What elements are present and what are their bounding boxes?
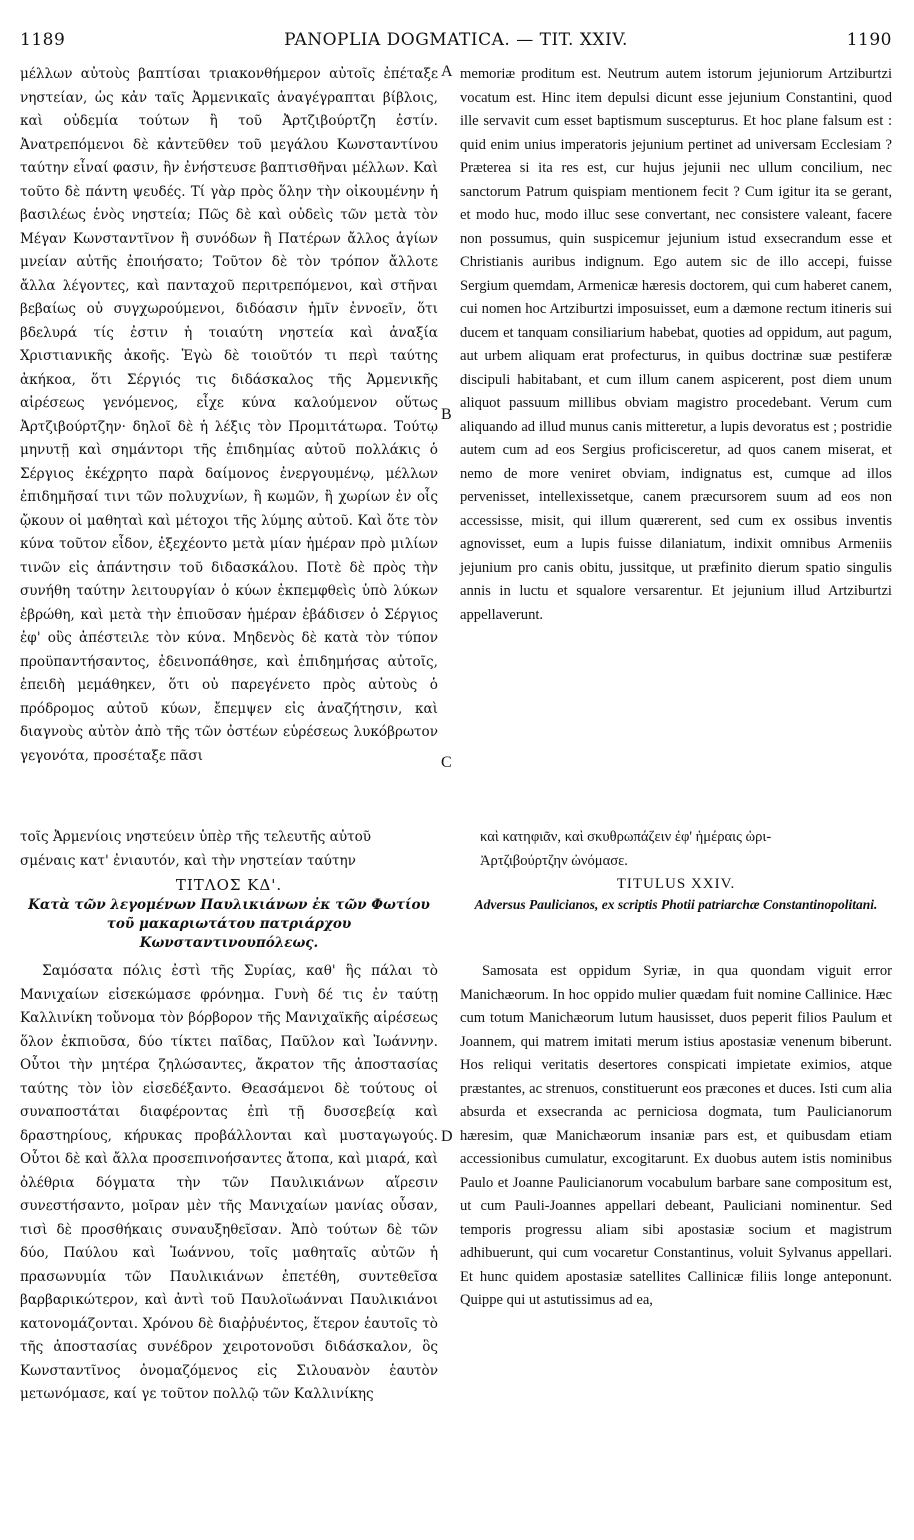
section-subtitle-greek: Κατὰ τῶν λεγομένων Παυλικιάνων ἐκ τῶν Φωτίου τοῦ μακαριωτάτου πατριάρχου Κωνσταντινουπόλεως. [28,897,430,951]
greek-column-body [20,960,438,1407]
bridge-line-1-right: καὶ κατηφιᾶν, καὶ σκυθρωπάζειν ἐφ' ἡμέραις ὡρι- [480,829,772,845]
page-number-right: 1190 [846,30,892,50]
latin-paragraph: memoriæ proditum est. Neutrum autem istorum jejuniorum Artziburtzi vocatum est. Hinc item depulsi dicunt esse jejunium Constantini, quod ille servavit cum esset baptismum suscepturus. Et hoc plane falsum est : quid enim unius imperatoris jejunium pertinet ad universam Ecclesiam ? Præterea si ita res est, cur hujus jejunii nec ullum concilium, nec sanctorum Patrum quispiam mentionem fecit ? Cum igitur ita se gerant, et modo huc, modo illuc sese convertant, nec consistere valeant, facere non possumus, quin suspicemur jejunium istud exsecrandum esse et Christianis auribus indignum. Ego autem sic de illo accepi, fuisse Sergium quemdam, Armenicæ hæresis doctorem, qui cum haberet canem, cui nomen hoc Artziburtzi imposuisset, eum a dæmone rectum itineris sui ducem et tanquam consiliarium habebat, quoties ad oppidum, aut pagum, aut urbem aliquam erat profecturus, in quibus doctrinæ suæ pestiferæ discipuli habitabant, et cum illum canem aspicerent, post diem unum aliquot passuum millibus obviam magistro procedebant. Verum cum aliquando ad illud munus canis mitteretur, a lupis devoratus est ; postridie autem cum ad eos Sergius proficisceretur, ad quos canem miserat, et nemo de more veniret obviam, indignatus est, cumque ad illos pervenisset, intellexissetque, canem præcursorem suum ad eos non accessisse, misit, qui illum quærerent, sed cum ex ossibus inventis agnovisset, eum a lupis fuisse dilaniatum, indixit omnibus Armeniis jejunium pro canis obitu, jussitque, ut præfinito dierum spatio singulis annis in luctu et squalore versarentur. Et jejunium illud Artziburtzi appellaverunt. [460,66,892,623]
greek-paragraph: μέλλων αὐτοὺς βαπτίσαι τριακονθήμερον αὐτοῖς ἐπέταξε νηστείαν, ὡς κἀν ταῖς Ἀρμενικαῖς ἀναγέγραπται βίβλοις, καὶ οὐδεμία τούτων ἢ τοῦ Ἀρτζιβούρτζη ἐστίν. Ἀνατρεπόμενοι δὲ κἀντεῦθεν τοῦ μεγάλου Κωνσταντίνου ταύτην εἶναί φασιν, ἣν ἐνήστευσε βαπτισθῆναι μέλλων. Καὶ τοῦτο δὲ πάντη ψευδές. Τί γὰρ πρὸς ὅλην τὴν οἰκουμένην ἡ βασιλέως ἑνὸς νηστεία; Πῶς δὲ καὶ οὐδεὶς τῶν μετὰ τὸν Μέγαν Κωνσταντῖνον ἢ συνόδων ἢ Πατέρων ἄλλος ἁγίων μνείαν αὐτῆς ἐποιήσατο; Τοῦτον δὲ τὸν τρόπον ἄλλοτε ἄλλα λέγοντες, καὶ πανταχοῦ περιτρεπόμενοι, καὶ στῆναι βεβαίως οὐ συγχωρούμενοι, διδόασιν ἡμῖν ἐννοεῖν, ὅτι βδελυρά τίς ἐστιν ἡ τοιαύτη νηστεία καὶ ἀναξία Χριστιανικῆς ἀκοῆς. Ἐγὼ δὲ τοιοῦτόν τι περὶ ταύτης ἀκήκοα, ὅτι Σέργιός τις διδάσκαλος τῆς Ἀρμενικῆς αἱρέσεως γενόμενος, εἶχε κύνα καλούμενον οὕτως Ἀρτζιβούρτζην· δηλοῖ δὲ ἡ λέξις τὸν Προμιτάτωρα. Τούτῳ μηνυτῇ καὶ σημάντορι τῆς ἐπιδημίας αὐτοῦ πολλάκις ὁ Σέργιος ἐκέχρητο παρὰ δαίμονος ἐνεργουμένῳ, μέλλων ἐπιδημῆσαί τινι τῶν πολυχνίων, ἢ κωμῶν, ἢ χωρίων ἐν οἷς ᾤκουν οἱ μαθηταὶ καὶ μέτοχοι τῆς λύμης αὐτοῦ. Καὶ ὅτε τὸν κύνα τοῦτον εἶδον, ἐξεχέοντο μετὰ μίαν ἡμέραν πρὸ μιλίων τινῶν εἰς ἀπάντησιν τοῦ διδασκάλου. Ποτὲ δὲ πρὸς τὴν συνήθη ταύτην λειτουργίαν ὁ κύων ἐκπεμφθεὶς ὑπὸ λύκων ἐβρώθη, καὶ μετὰ τὴν ἐπιοῦσαν ἡμέραν ἐβάδισεν ὁ Σέργιος ἐφ' οὓς ἀπέστειλε τὸν κύνα. Μηδενὸς δὲ κατὰ τὸν τύπον προϋπαντήσαντος, ἐδεινοπάθησε, καὶ ἐπιδημήσας αὐτοῖς, ἐπειδὴ μεμάθηκεν, ὅτι οὐ παρεγένετο πρὸς αὐτοὺς ὁ πρόδρομος αὐτοῦ κύων, ἔπεμψεν εἰς ἀναζήτησιν, καὶ διαγνοὺς αὐτὸν ἀπὸ τῆς τῶν ὀστέων εὑρέσεως λυκόβρωτον γεγονότα, προσέταξε πᾶσι [20,66,438,764]
section-heading-latin [460,876,892,914]
page-header [20,30,892,60]
section-title-latin: TITULUS XXIV. [616,876,736,892]
running-title: PANOPLIA DOGMATICA. — TIT. XXIV. [284,30,628,50]
latin-column-body [460,960,892,1313]
greek-body-paragraph: Σαμόσατα πόλις ἐστὶ τῆς Συρίας, καθ' ἣς πάλαι τὸ Μανιχαίων εἰσεκώμασε φρόνημα. Γυνὴ δέ τις ἐν ταύτῃ Καλλινίκη τοὔνομα τὸν βόρβορον τῆς Μανιχαϊκῆς αἱρέσεως ὅλον ἐκπιοῦσα, δύο τίκτει παῖδας, Παῦλον καὶ Ἰωάννην. Οὗτοι τὴν μητέρα ζηλώσαντες, ἄκρατον τῆς ἀποστασίας ταύτης τὸν ἰὸν εἰσεδέξαντο. Θεασάμενοι δὲ τούτους οἱ συναποστάται διαφέροντας ἐπὶ τῇ δυσσεβείᾳ καὶ δραστηρίους, κήρυκας προβάλλονται καὶ μυσταγωγούς. Οὗτοι δὲ καὶ ἄλλα προσεπινοήσαντες ἄτοπα, καὶ μιαρά, καὶ ὀλέθρια δόγματα τὴν τῶν Παυλικιάνων αἵρεσιν συνεστήσαντο, μοῖραν μὲν τῆς Μανιχαίων μανίας οὖσαν, τισὶ δὲ προσθήκαις συναυξηθεῖσαν. Ἀπὸ τούτων δὲ τῶν δύο, Παύλου καὶ Ἰωάννου, τοῖς μαθηταῖς αὐτῶν ἡ πρασωνυμία τῶν Παυλικιάνων ἐπετέθη, συντεθεῖσα βαρβαρικώτερον, καὶ ἀντὶ τοῦ Παυλοϊωάνναι Παυλικιάνοι κατονομάζονται. Χρόνου δὲ διαῤῥυέντος, ἕτερον ἑαυτοῖς τὸ τῆς ἀποστασίας συνέδρον χειροτονοῦσι διδάσκαλον, ὃς Κωνσταντῖνος ὀνομαζόμενος εἰς Σιλουανὸν ἑαυτὸν μετωνόμασε, καί γε τοῦτον πολλῷ τῶν Καλλινίκης [20,963,438,1402]
latin-column-top [460,63,892,627]
bridge-line-1-left: τοῖς Ἀρμενίοις νηστεύειν ὑπὲρ τῆς τελευτῆς αὐτοῦ [20,829,372,845]
page-number-left: 1189 [20,30,66,50]
section-heading-greek [20,876,438,953]
section-title-greek: ΤΙΤΛΟΣ ΚΔ'. [175,876,283,894]
margin-marker-a: A [441,63,453,80]
latin-body-paragraph: Samosata est oppidum Syriæ, in qua quondam viguit error Manichæorum. In hoc oppido mulier quædam fuit nomine Callinice. Hæc cum totum Manichæorum lutum hausisset, duos peperit filios Paulum et Joannem, qui matrem imitati merum istius apostasiæ venenum biberunt. Hos reliqui veritatis desertores conspicati impietate eximios, atque præstantes, ac strenuos, constituerunt eos præcones et duces. Isti cum alia absurda et exsecranda ac perniciosa dogmata, tum Paulicianorum hæresim, quæ Manichæorum insaniæ pars est, et quibusdam etiam accessionibus cumulatur, excogitarunt. Ex duobus autem istis nominibus Paulo et Joanne Paulicianorum vocabulum barbare sane compositum est, ut cum Pauli-Joannes appellari debeant, Pauliciani nominentur. Sed temporis progressu aliam sibi apostasiæ socium et magistrum adhibuerunt, qui cum vocaretur Constantinus, voluit Sylvanus appellari. Et hunc quidem apostasiæ satellites Callinicæ filiis longe anteponunt. Quippe qui ut astutissimus ad ea, [460,963,892,1308]
bridge-line-2-left: σμέναις κατ' ἐνιαυτόν, καὶ τὴν νηστείαν ταύτην [20,852,356,869]
bridge-line-2-right: Ἀρτζιβούρτζην ὠνόμασε. [480,852,628,869]
margin-marker-d: D [441,1128,453,1145]
margin-marker-b: B [441,406,452,423]
margin-marker-c: C [441,754,452,771]
greek-column-top [20,63,438,768]
section-subtitle-latin: Adversus Paulicianos, ex scriptis Photii patriarchæ Constantinopolitani. [474,897,878,912]
